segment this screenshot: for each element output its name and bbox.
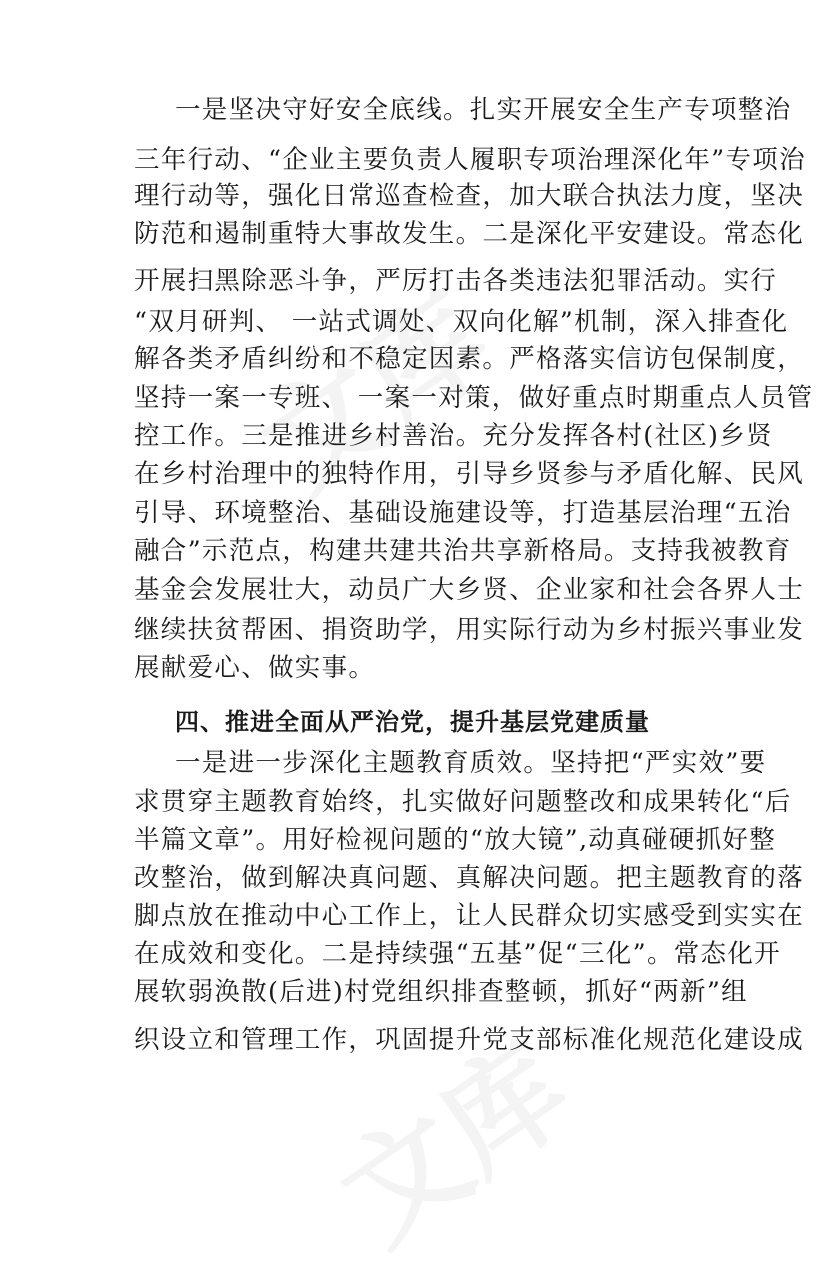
paragraph-line: 控工作。三是推进乡村善治。充分发挥各村(社区)乡贤 bbox=[134, 421, 773, 451]
paragraph-line: 理行动等，强化日常巡查检查，加大联合执法力度，坚决 bbox=[134, 181, 805, 211]
paragraph-line: 织设立和管理工作，巩固提升党支部标准化规范化建设成 bbox=[134, 1025, 805, 1055]
paragraph-line: 融合”示范点，构建共建共治共享新格局。支持我被教育 bbox=[134, 536, 792, 566]
paragraph-line: 开展扫黑除恶斗争，严厉打击各类违法犯罪活动。实行 bbox=[134, 266, 778, 296]
paragraph-line: 展软弱涣散(后进)村党组织排查整顿，抓好“两新”组 bbox=[134, 977, 748, 1007]
paragraph-line: “双月研判、 一站式调处、双向化解”机制，深入排查化 bbox=[134, 307, 789, 337]
paragraph-line: 引导、环境整治、基础设施建设等，打造基层治理“五治 bbox=[134, 498, 792, 528]
paragraph-line: 展献爱心、做实事。 bbox=[134, 653, 376, 683]
paragraph-line: 在成效和变化。二是持续强“五基”促“三化”。常态化开 bbox=[134, 939, 781, 969]
section-heading: 四、推进全面从严治党，提升基层党建质量 bbox=[175, 708, 650, 736]
paragraph-line: 继续扶贫帮困、捐资助学，用实际行动为乡村振兴事业发 bbox=[134, 615, 805, 645]
paragraph-line: 基金会发展壮大，动员广大乡贤、企业家和社会各界人士 bbox=[134, 575, 805, 605]
paragraph-line: 一是坚决守好安全底线。扎实开展安全生产专项整治 bbox=[175, 95, 792, 125]
paragraph-line: 求贯穿主题教育始终，扎实做好问题整改和成果转化“后 bbox=[134, 787, 792, 817]
paragraph-line: 三年行动、“企业主要负责人履职专项治理深化年”专项治 bbox=[134, 145, 806, 175]
paragraph-line: 脚点放在推动中心工作上，让人民群众切实感受到实实在 bbox=[134, 901, 805, 931]
paragraph-line: 半篇文章”。用好检视问题的“放大镜”,动真碰硬抓好整 bbox=[134, 825, 777, 855]
paragraph-line: 一是进一步深化主题教育质效。坚持把“严实效”要 bbox=[175, 748, 767, 778]
paragraph-line: 解各类矛盾纠纷和不稳定因素。严格落实信访包保制度， bbox=[134, 344, 805, 374]
paragraph-line: 坚持一案一专班、 一案一对策，做好重点时期重点人员管 bbox=[134, 383, 814, 413]
paragraph-line: 防范和遏制重特大事故发生。二是深化平安建设。常态化 bbox=[134, 219, 805, 249]
paragraph-line: 在乡村治理中的独特作用，引导乡贤参与矛盾化解、民风 bbox=[134, 459, 805, 489]
paragraph-line: 改整治，做到解决真问题、真解决问题。把主题教育的落 bbox=[134, 863, 805, 893]
